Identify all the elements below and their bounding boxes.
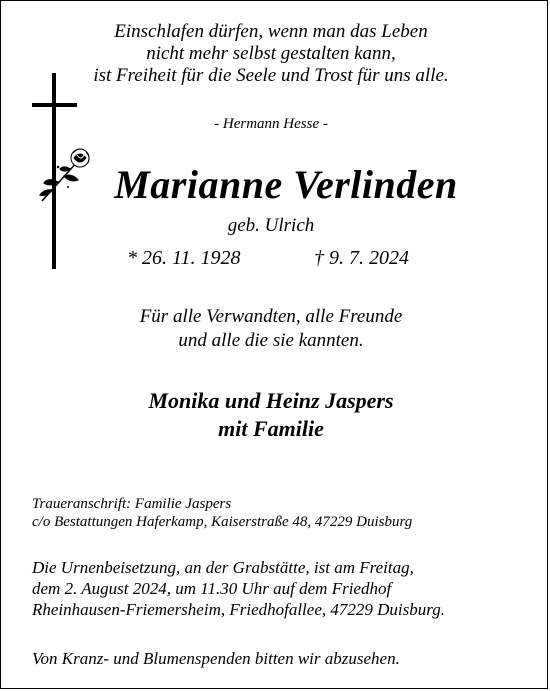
poem-line: nicht mehr selbst gestalten kann, — [146, 43, 396, 64]
poem-quote — [61, 21, 481, 87]
address-line: Traueranschrift: Familie Jaspers — [32, 496, 232, 512]
burial-line: dem 2. August 2024, um 11.30 Uhr auf dem Friedhof — [32, 579, 392, 598]
birth-date: * 26. 11. 1928 — [127, 247, 241, 269]
family-line: Monika und Heinz Jaspers — [148, 388, 394, 413]
deceased-name: Marianne Verlinden — [114, 162, 458, 207]
dedication-line: Für alle Verwandten, alle Freunde — [139, 306, 403, 327]
burial-line: Rheinhausen-Friemersheim, Friedhofallee, 47229 Duisburg. — [32, 600, 445, 619]
address-line: c/o Bestattungen Haferkamp, Kaiserstraße 48, 47229 Duisburg — [32, 514, 413, 530]
flowers-note: Von Kranz- und Blumenspenden bitten wir abzusehen. — [32, 649, 400, 668]
dedication-line: und alle die sie kannten. — [178, 330, 364, 351]
dedication — [61, 305, 481, 353]
poem-line: Einschlafen dürfen, wenn man das Leben — [114, 21, 428, 42]
poem-line: ist Freiheit für die Seele und Trost für uns alle. — [93, 65, 449, 86]
burial-info — [32, 557, 532, 620]
family-line: mit Familie — [218, 416, 324, 441]
mourning-address — [32, 495, 532, 531]
cross-icon-beam — [32, 103, 77, 107]
poem-author: - Hermann Hesse - — [214, 116, 328, 132]
burial-line: Die Urnenbeisetzung, an der Grabstätte, ist am Freitag, — [32, 558, 414, 577]
maiden-name: geb. Ulrich — [227, 215, 315, 236]
family-signature — [61, 387, 481, 443]
death-date: † 9. 7. 2024 — [314, 247, 409, 269]
